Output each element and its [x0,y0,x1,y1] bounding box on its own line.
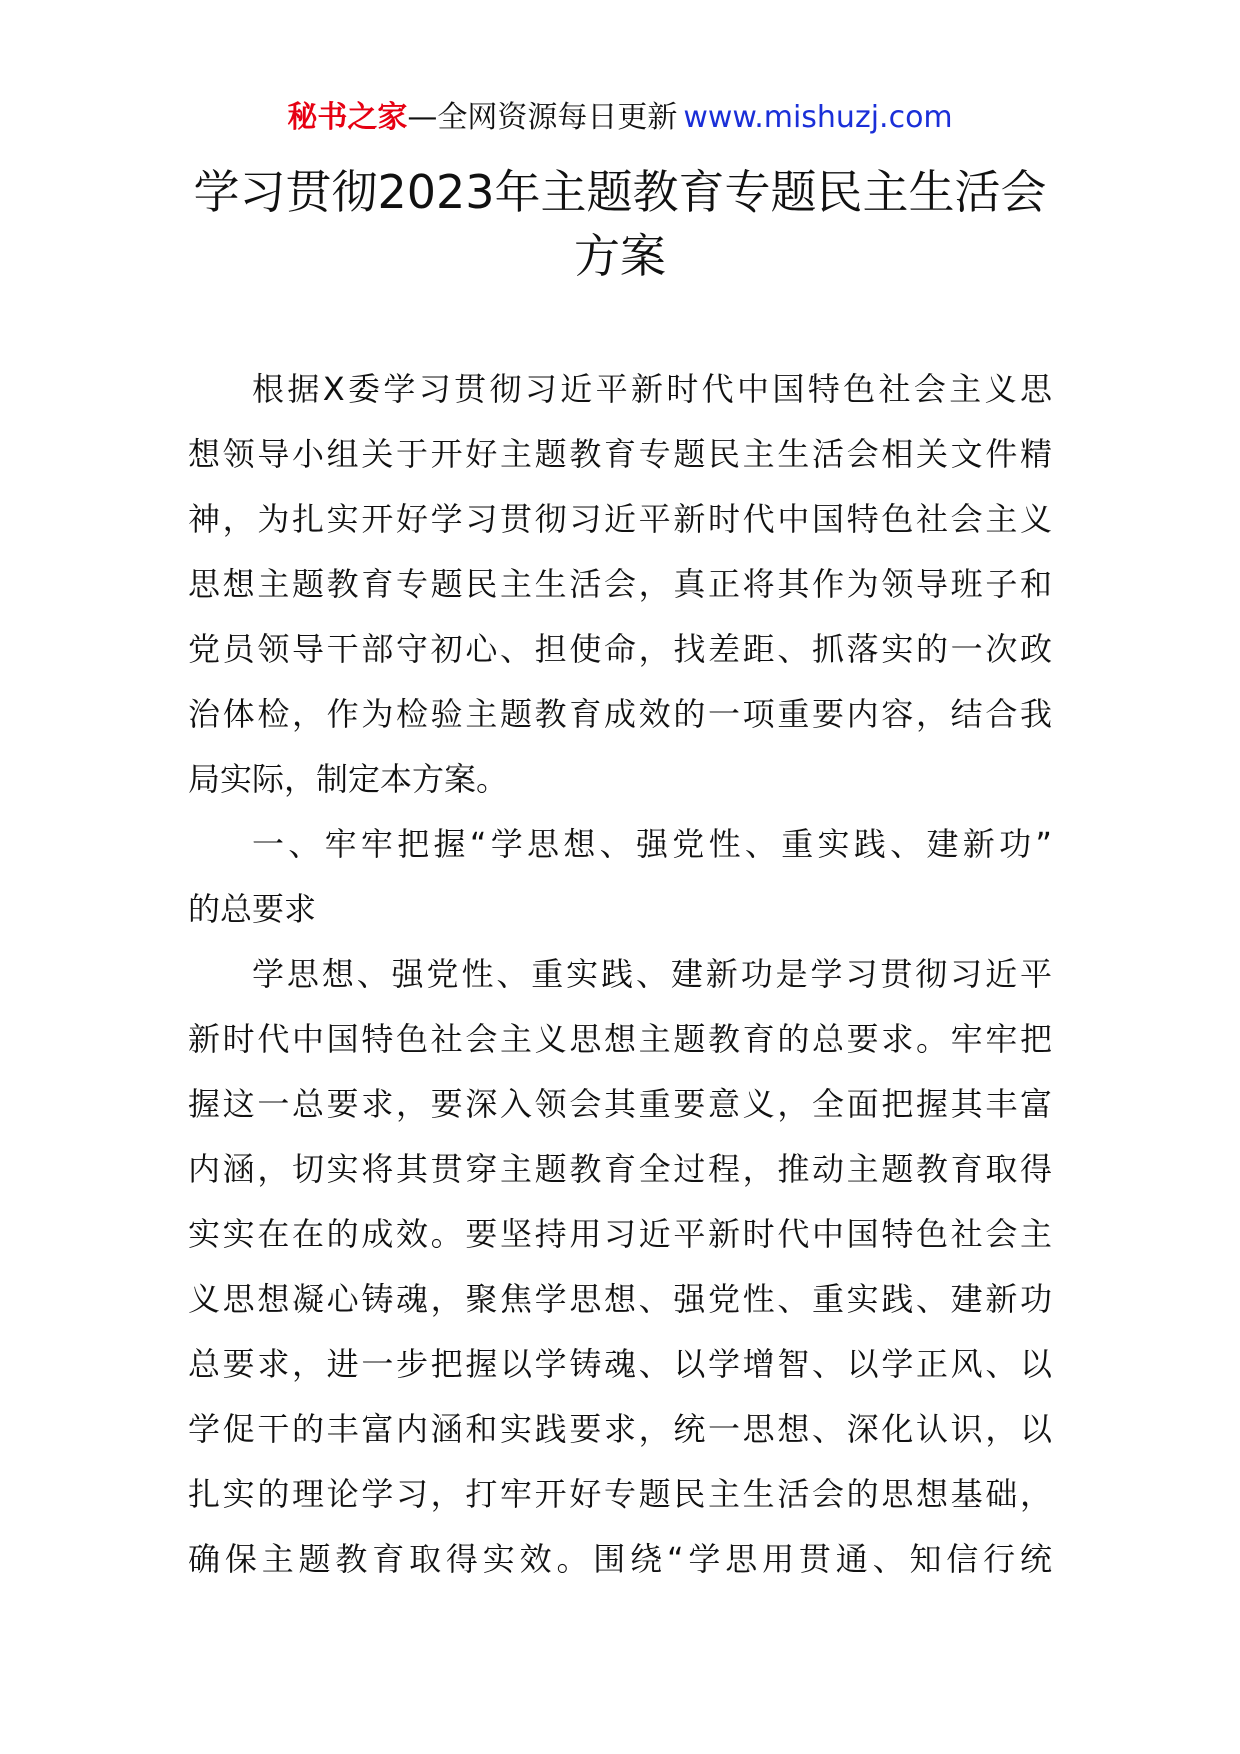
document-body [188,357,1052,1592]
body-line: 新时代中国特色社会主义思想主题教育的总要求。牢牢把 [188,1020,1052,1058]
site-header [0,98,1240,138]
title-line-2: 方案 [574,229,666,283]
body-line: 根据X委学习贯彻习近平新时代中国特色社会主义思 [252,370,1052,408]
header-tagline: —全网资源每日更新 [407,100,678,135]
body-line: 实实在在的成效。要坚持用习近平新时代中国特色社会主 [188,1215,1052,1253]
section-heading: 的总要求 [188,890,317,928]
site-url-link[interactable]: www.mishuzj.com [683,100,953,135]
body-line: 想领导小组关于开好主题教育专题民主生活会相关文件精 [188,435,1052,473]
body-line: 学促干的丰富内涵和实践要求，统一思想、深化认识，以 [188,1410,1052,1448]
body-line: 义思想凝心铸魂，聚焦学思想、强党性、重实践、建新功 [188,1280,1052,1318]
section-heading: 一、牢牢把握“学思想、强党性、重实践、建新功” [252,825,1052,863]
body-line: 扎实的理论学习，打牢开好专题民主生活会的思想基础， [188,1475,1052,1513]
body-line: 局实际，制定本方案。 [188,760,509,798]
body-line: 握这一总要求，要深入领会其重要意义，全面把握其丰富 [188,1085,1052,1123]
body-line: 治体检，作为检验主题教育成效的一项重要内容，结合我 [188,695,1052,733]
body-line: 学思想、强党性、重实践、建新功是学习贯彻习近平 [252,955,1052,993]
body-line: 总要求，进一步把握以学铸魂、以学增智、以学正风、以 [188,1345,1052,1383]
title-line-1: 学习贯彻2023年主题教育专题民主生活会 [193,165,1047,219]
body-line: 神，为扎实开好学习贯彻习近平新时代中国特色社会主义 [188,500,1052,538]
body-line: 确保主题教育取得实效。围绕“学思用贯通、知信行统 [188,1540,1052,1578]
body-line: 思想主题教育专题民主生活会，真正将其作为领导班子和 [188,565,1052,603]
brand-name: 秘书之家 [287,100,408,135]
body-line: 内涵，切实将其贯穿主题教育全过程，推动主题教育取得 [188,1150,1052,1188]
body-line: 党员领导干部守初心、担使命，找差距、抓落实的一次政 [188,630,1052,668]
document-title [0,160,1240,288]
